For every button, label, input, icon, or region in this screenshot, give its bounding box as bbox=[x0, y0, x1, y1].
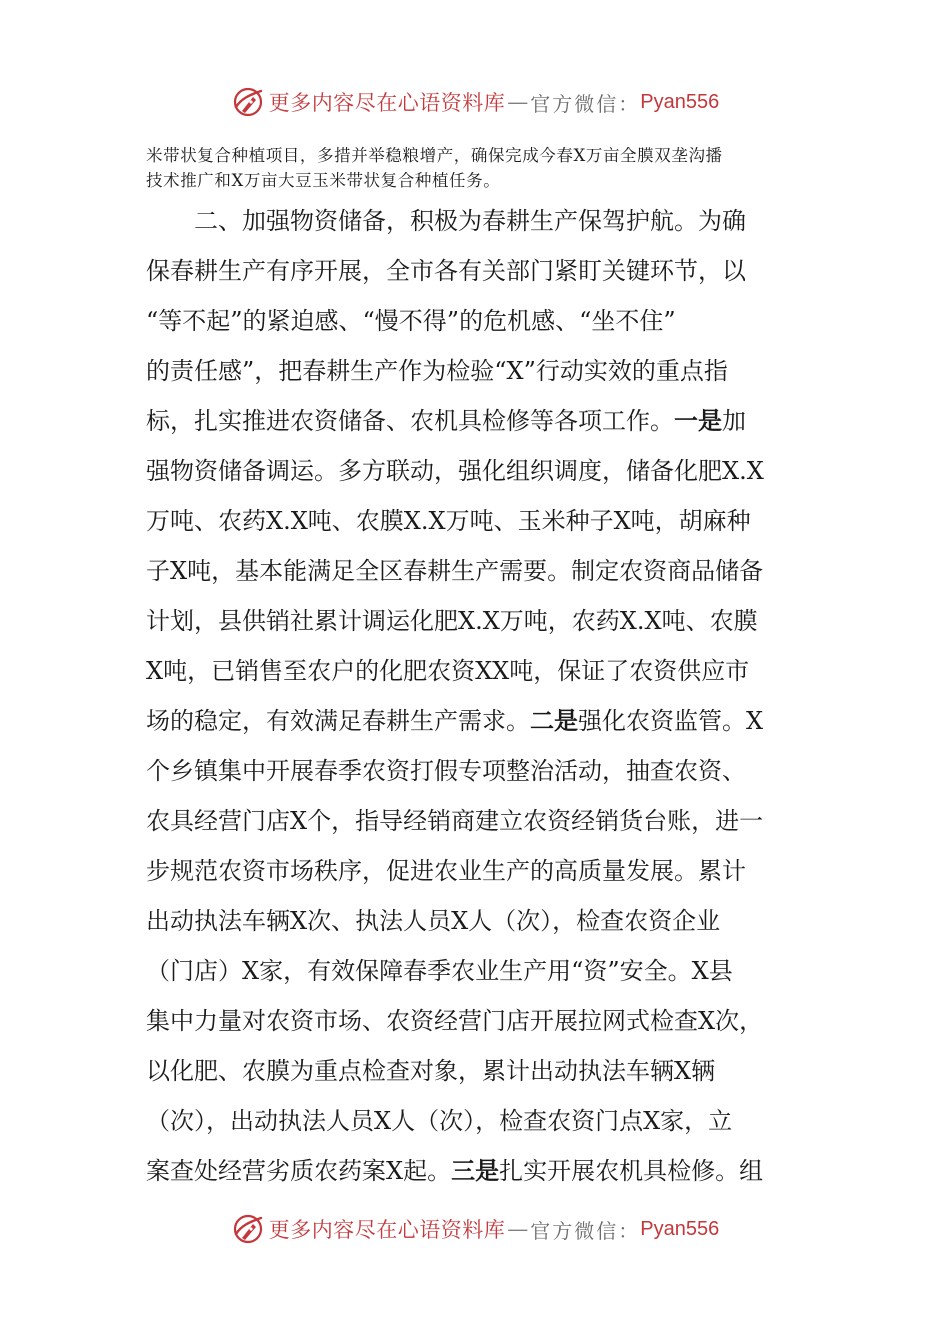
separator-dash: — bbox=[507, 1217, 529, 1241]
text-segment: （次），出动执法人员X人（次），检查农资门点X家，立 bbox=[146, 1107, 733, 1135]
text-segment: 计划，县供销社累计调运化肥X.X万吨，农药X.X吨、农膜 bbox=[146, 607, 758, 635]
pen-nib-logo-icon bbox=[231, 1212, 265, 1246]
body-line bbox=[146, 646, 816, 696]
wechat-label: 官方微信： bbox=[530, 91, 641, 116]
text-segment: 个乡镇集中开展春季农资打假专项整治活动，抽查农资、 bbox=[146, 757, 746, 785]
text-segment: 场的稳定，有效满足春耕生产需求。 bbox=[146, 707, 530, 735]
text-segment: 保春耕生产有序开展，全市各有关部门紧盯关键环节，以 bbox=[146, 257, 746, 285]
text-segment: 扎实开展农机具检修。组 bbox=[499, 1157, 764, 1185]
body-line bbox=[146, 896, 816, 946]
slogan-text: 更多内容尽在心语资料库 bbox=[268, 1218, 506, 1242]
separator-dash: — bbox=[507, 90, 529, 114]
text-segment: 加 bbox=[722, 407, 746, 435]
text-segment: 出动执法车辆X次、执法人员X人（次），检查农资企业 bbox=[146, 907, 721, 935]
body-line bbox=[146, 596, 816, 646]
body-line bbox=[146, 1046, 816, 1096]
body-paragraph bbox=[146, 196, 816, 1196]
bold-marker: 一是 bbox=[674, 406, 722, 435]
text-segment: 农具经营门店X个，指导经销商建立农资经销货台账，进一 bbox=[146, 807, 764, 835]
body-line bbox=[146, 746, 816, 796]
body-line bbox=[146, 296, 816, 346]
intro-line: 米带状复合种植项目，多措并举稳粮增产，确保完成今春X万亩全膜双垄沟播 bbox=[146, 146, 723, 165]
bold-marker: 二是 bbox=[530, 706, 578, 735]
text-segment: 案查处经营劣质农药案X起。 bbox=[146, 1157, 452, 1185]
body-line bbox=[146, 996, 816, 1046]
text-segment: 子X吨，基本能满足全区春耕生产需要。制定农资商品储备 bbox=[146, 557, 764, 585]
text-segment: 强物资储备调运。多方联动，强化组织调度，储备化肥X.X bbox=[146, 457, 764, 485]
body-line bbox=[146, 796, 816, 846]
text-segment: 二、加强物资储备，积极为春耕生产保驾护航。为确 bbox=[194, 207, 746, 235]
wechat-account: Pyan556 bbox=[640, 90, 720, 113]
intro-line: 技术推广和X万亩大豆玉米带状复合种植任务。 bbox=[146, 171, 501, 190]
body-line bbox=[146, 496, 816, 546]
text-segment: “等不起”的紧迫感、“慢不得”的危机感、“坐不住” bbox=[146, 307, 676, 335]
text-segment: 标，扎实推进农资储备、农机具检修等各项工作。 bbox=[146, 407, 674, 435]
bold-marker: 三是 bbox=[451, 1156, 500, 1185]
intro-paragraph bbox=[146, 143, 806, 193]
text-segment: 万吨、农药X.X吨、农膜X.X万吨、玉米种子X吨，胡麻种 bbox=[146, 507, 751, 535]
body-line bbox=[146, 396, 816, 446]
text-segment: （门店）X家，有效保障春季农业生产用“资”安全。X县 bbox=[146, 957, 733, 985]
body-line bbox=[146, 346, 816, 396]
header-banner bbox=[0, 80, 950, 124]
slogan-text: 更多内容尽在心语资料库 bbox=[268, 91, 506, 115]
body-line bbox=[146, 546, 816, 596]
body-line bbox=[146, 846, 816, 896]
pen-nib-logo-icon bbox=[231, 85, 265, 119]
wechat-account: Pyan556 bbox=[640, 1217, 720, 1240]
text-segment: 步规范农资市场秩序，促进农业生产的高质量发展。累计 bbox=[146, 857, 746, 885]
body-line bbox=[146, 1146, 816, 1196]
body-line bbox=[146, 1096, 816, 1146]
footer-banner bbox=[0, 1207, 950, 1251]
text-segment: 以化肥、农膜为重点检查对象，累计出动执法车辆X辆 bbox=[146, 1057, 716, 1085]
text-segment: 的责任感”，把春耕生产作为检验“X”行动实效的重点指 bbox=[146, 357, 728, 385]
body-line bbox=[146, 696, 816, 746]
text-segment: 强化农资监管。X bbox=[578, 707, 764, 735]
wechat-label: 官方微信： bbox=[530, 1218, 641, 1243]
body-line bbox=[146, 446, 816, 496]
body-line bbox=[146, 196, 816, 246]
body-line bbox=[146, 246, 816, 296]
text-segment: 集中力量对农资市场、农资经营门店开展拉网式检查X次， bbox=[146, 1007, 764, 1035]
body-line bbox=[146, 946, 816, 996]
text-segment: X吨，已销售至农户的化肥农资XX吨，保证了农资供应市 bbox=[146, 657, 750, 685]
